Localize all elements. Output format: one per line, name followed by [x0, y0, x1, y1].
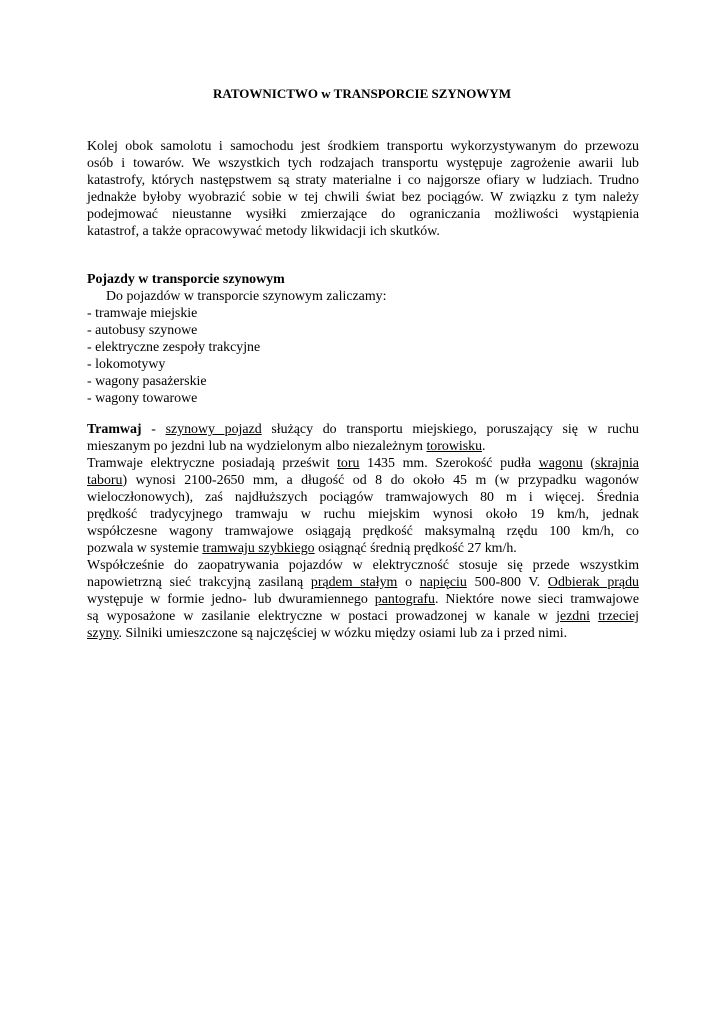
- tram-line: prędkość tradycyjnego tramwaju w ruchu miejskim wynosi około 19 km/h, jednak: [87, 507, 639, 522]
- tram-line: [87, 574, 639, 591]
- link-napiecie[interactable]: napięciu: [419, 575, 467, 590]
- tram-line: Współcześnie do zaopatrywania pojazdów w elektryczność stosuje się przede wszystkim: [87, 558, 639, 573]
- tram-term: Tramwaj: [87, 422, 142, 437]
- list-item: - elektryczne zespoły trakcyjne: [87, 340, 261, 355]
- intro-paragraph: [87, 138, 639, 240]
- document-title: RATOWNICTWO w TRANSPORCIE SZYNOWYM: [213, 86, 511, 101]
- intro-line: osób i towarów. We wszystkich tych rodzajach transportu występuje zagrożenie awarii lub: [87, 156, 639, 171]
- text-fragment: -: [141, 422, 166, 437]
- tram-line: [87, 472, 639, 489]
- text-fragment: 1435 mm. Szerokość pudła: [359, 456, 539, 471]
- text-fragment: mieszanym po jezdni lub na wydzielonym albo niezależnym: [87, 439, 427, 454]
- text-fragment: o: [397, 575, 420, 590]
- tram-line: współczesne wagony tramwajowe osiągają prędkość maksymalną rzędu 100 km/h, co: [87, 524, 639, 539]
- intro-line: jednakże byłoby wyobrazić sobie w tej chwili świat bez pociągów. W związku z tym należy: [87, 190, 639, 205]
- link-jezdnia[interactable]: jezdni: [556, 609, 591, 624]
- text-fragment: pozwala w systemie: [87, 541, 203, 556]
- tram-section: [87, 421, 639, 642]
- link-torowisko[interactable]: torowisku: [426, 439, 483, 454]
- text-fragment: ) wynosi 2100-2650 mm, a długość od 8 do około 45 m (w przypadku wagonów: [122, 473, 639, 488]
- link-skrajnia[interactable]: skrajnia: [595, 456, 639, 471]
- intro-line: katastrof, a także opracowywać metody likwidacji ich skutków.: [87, 224, 440, 239]
- link-trzecia-szyna[interactable]: trzeciej: [598, 609, 639, 624]
- text-fragment: . Niektóre nowe sieci tramwajowe: [434, 592, 639, 607]
- link-szyna[interactable]: szyny: [87, 626, 119, 641]
- list-item: - wagony towarowe: [87, 391, 198, 406]
- link-wagon[interactable]: wagonu: [538, 456, 583, 471]
- tram-line: [87, 540, 639, 557]
- vehicles-lead: Do pojazdów w transporcie szynowym zaliczamy:: [106, 289, 387, 304]
- link-prad-staly[interactable]: prądem stałym: [310, 575, 398, 590]
- text-fragment: osiągnąć średnią prędkość 27 km/h.: [314, 541, 517, 556]
- intro-line: katastrofy, których następstwem są straty materialne i co najgorsze ofiary w ludziach. Trudno: [87, 173, 639, 188]
- tram-line: wieloczłonowych), zaś najdłuższych pociągów tramwajowych 80 m i więcej. Średnia: [87, 490, 639, 505]
- tram-line: [87, 625, 639, 642]
- list-item: - lokomotywy: [87, 357, 166, 372]
- intro-line: podejmować nieustanne wysiłki zmierzające do ograniczania możliwości wystąpienia: [87, 207, 639, 222]
- text-fragment: występuje w formie jedno- lub dwuramiennego: [87, 592, 375, 607]
- text-fragment: są wyposażone w zasilanie elektryczne w postaci prowadzonej w kanale w: [87, 609, 557, 624]
- link-szynowy-pojazd[interactable]: szynowy pojazd: [165, 422, 262, 437]
- text-fragment: .: [482, 439, 486, 454]
- intro-line: Kolej obok samolotu i samochodu jest środkiem transportu wykorzystywanym do przewozu: [87, 139, 639, 154]
- list-item: - wagony pasażerskie: [87, 374, 207, 389]
- vehicles-heading: Pojazdy w transporcie szynowym: [87, 272, 285, 287]
- text-fragment: [590, 609, 598, 624]
- link-odbierak-pradu[interactable]: Odbierak prądu: [547, 575, 639, 590]
- text-fragment: Tramwaje elektryczne posiadają prześwit: [87, 456, 338, 471]
- tram-line: [87, 608, 639, 625]
- vehicles-section: [87, 271, 639, 407]
- text-fragment: 500-800 V.: [466, 575, 548, 590]
- text-fragment: napowietrzną sieć trakcyjną zasilaną: [87, 575, 311, 590]
- tram-line: [87, 421, 639, 438]
- tram-line: [87, 438, 639, 455]
- text-fragment: . Silniki umieszczone są najczęściej w wózku między osiami lub za i przed nimi.: [118, 626, 568, 641]
- link-taboru[interactable]: taboru: [87, 473, 123, 488]
- link-tramwaj-szybki[interactable]: tramwaju szybkiego: [202, 541, 315, 556]
- tram-line: [87, 591, 639, 608]
- list-item: - autobusy szynowe: [87, 323, 198, 338]
- link-pantograf[interactable]: pantografu: [374, 592, 435, 607]
- tram-line: [87, 455, 639, 472]
- list-item: - tramwaje miejskie: [87, 306, 198, 321]
- text-fragment: służący do transportu miejskiego, poruszający się w ruchu: [261, 422, 640, 437]
- text-fragment: (: [582, 456, 595, 471]
- link-tor[interactable]: toru: [337, 456, 360, 471]
